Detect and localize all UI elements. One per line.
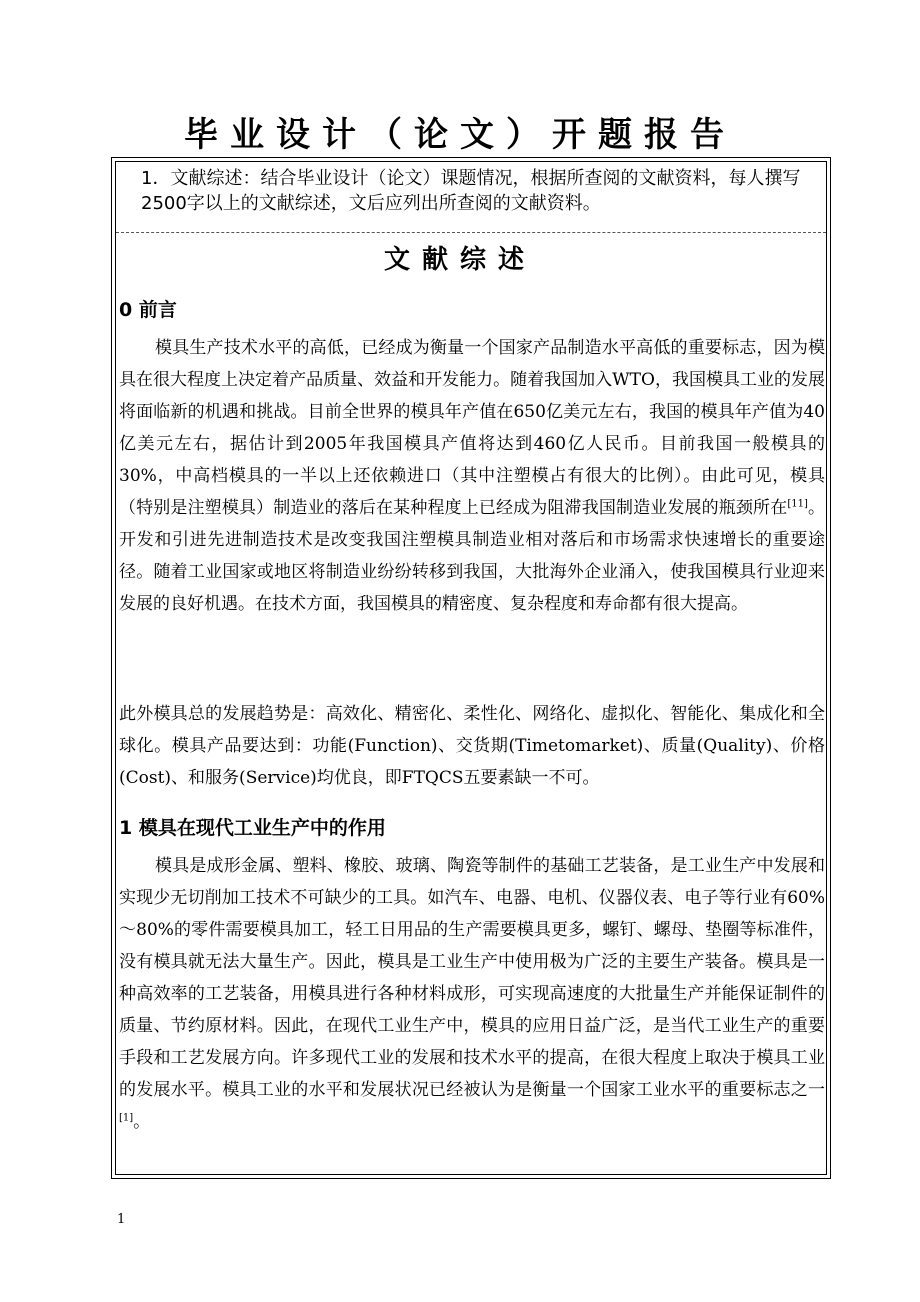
preface-paragraph-1-tail: 。开发和引进先进制造技术是改变我国注塑模具制造业相对落后和市场需求快速增长的重要途径。随着工业国家或地区将制造业纷纷转移到我国，大批海外企业涌入，使我国模具行业迎来发展的良好机遇。在技术方面，我国模具的精密度、复杂程度和寿命都有很大提高。 — [119, 498, 826, 614]
citation-1: [1] — [119, 1112, 134, 1124]
preface-paragraph-2: 此外模具总的发展趋势是：高效化、精密化、柔性化、网络化、虚拟化、智能化、集成化和全球化。模具产品要达到：功能(Function)、交货期(Timetomarket)、质量(Quality)、价格(Cost)、和服务(Service)均优良，即FTQCS五要素缺一不可。 — [119, 704, 825, 788]
instruction-text: 1．文献综述：结合毕业设计（论文）课题情况，根据所查阅的文献资料，每人撰写2500字以上的文献综述，文后应列出所查阅的文献资料。 — [141, 168, 801, 214]
dashed-divider — [116, 232, 826, 233]
citation-11: [11] — [787, 498, 808, 510]
section-heading-mold-role: 1 模具在现代工业生产中的作用 — [119, 817, 386, 839]
mold-role-paragraph-tail: 。 — [133, 1112, 151, 1132]
section-heading-preface: 0 前言 — [119, 299, 177, 321]
mold-role-paragraph-text: 模具是成形金属、塑料、橡胶、玻璃、陶瓷等制件的基础工艺装备，是工业生产中发展和实现少无切削加工技术不可缺少的工具。如汽车、电器、电机、仪器仪表、电子等行业有60%～80%的零件需要模具加工，轻工日用品的生产需要模具更多，螺钉、螺母、垫圈等标准件，没有模具就无法大量生产。因此，模具是工业生产中使用极为广泛的主要生产装备。模具是一种高效率的工艺装备，用模具进行各种材料成形，可实现高速度的大批量生产并能保证制件的质量、节约原材料。因此，在现代工业生产中，模具的应用日益广泛，是当代工业生产的重要手段和工艺发展方向。许多现代工业的发展和技术水平的提高，在很大程度上取决于模具工业的发展水平。模具工业的水平和发展状况已经被认为是衡量一个国家工业水平的重要标志之一 — [119, 856, 825, 1100]
preface-paragraph-1 — [119, 332, 825, 620]
page-number: 1 — [117, 1212, 126, 1227]
preface-paragraph-1-text: 模具生产技术水平的高低，已经成为衡量一个国家产品制造水平高低的重要标志，因为模具在很大程度上决定着产品质量、效益和开发能力。随着我国加入WTO，我国模具工业的发展将面临新的机遇和挑战。目前全世界的模具年产值在650亿美元左右，我国的模具年产值为40亿美元左右，据估计到2005年我国模具产值将达到460亿人民币。目前我国一般模具的30%，中高档模具的一半以上还依赖进口（其中注塑模占有很大的比例）。由此可见，模具（特别是注塑模具）制造业的落后在某种程度上已经成为阻滞我国制造业发展的瓶颈所在 — [119, 338, 825, 518]
literature-review-heading: 文献综述 — [383, 245, 536, 275]
page-title: 毕业设计（论文）开题报告 — [184, 115, 736, 155]
mold-role-paragraph — [119, 850, 825, 1138]
